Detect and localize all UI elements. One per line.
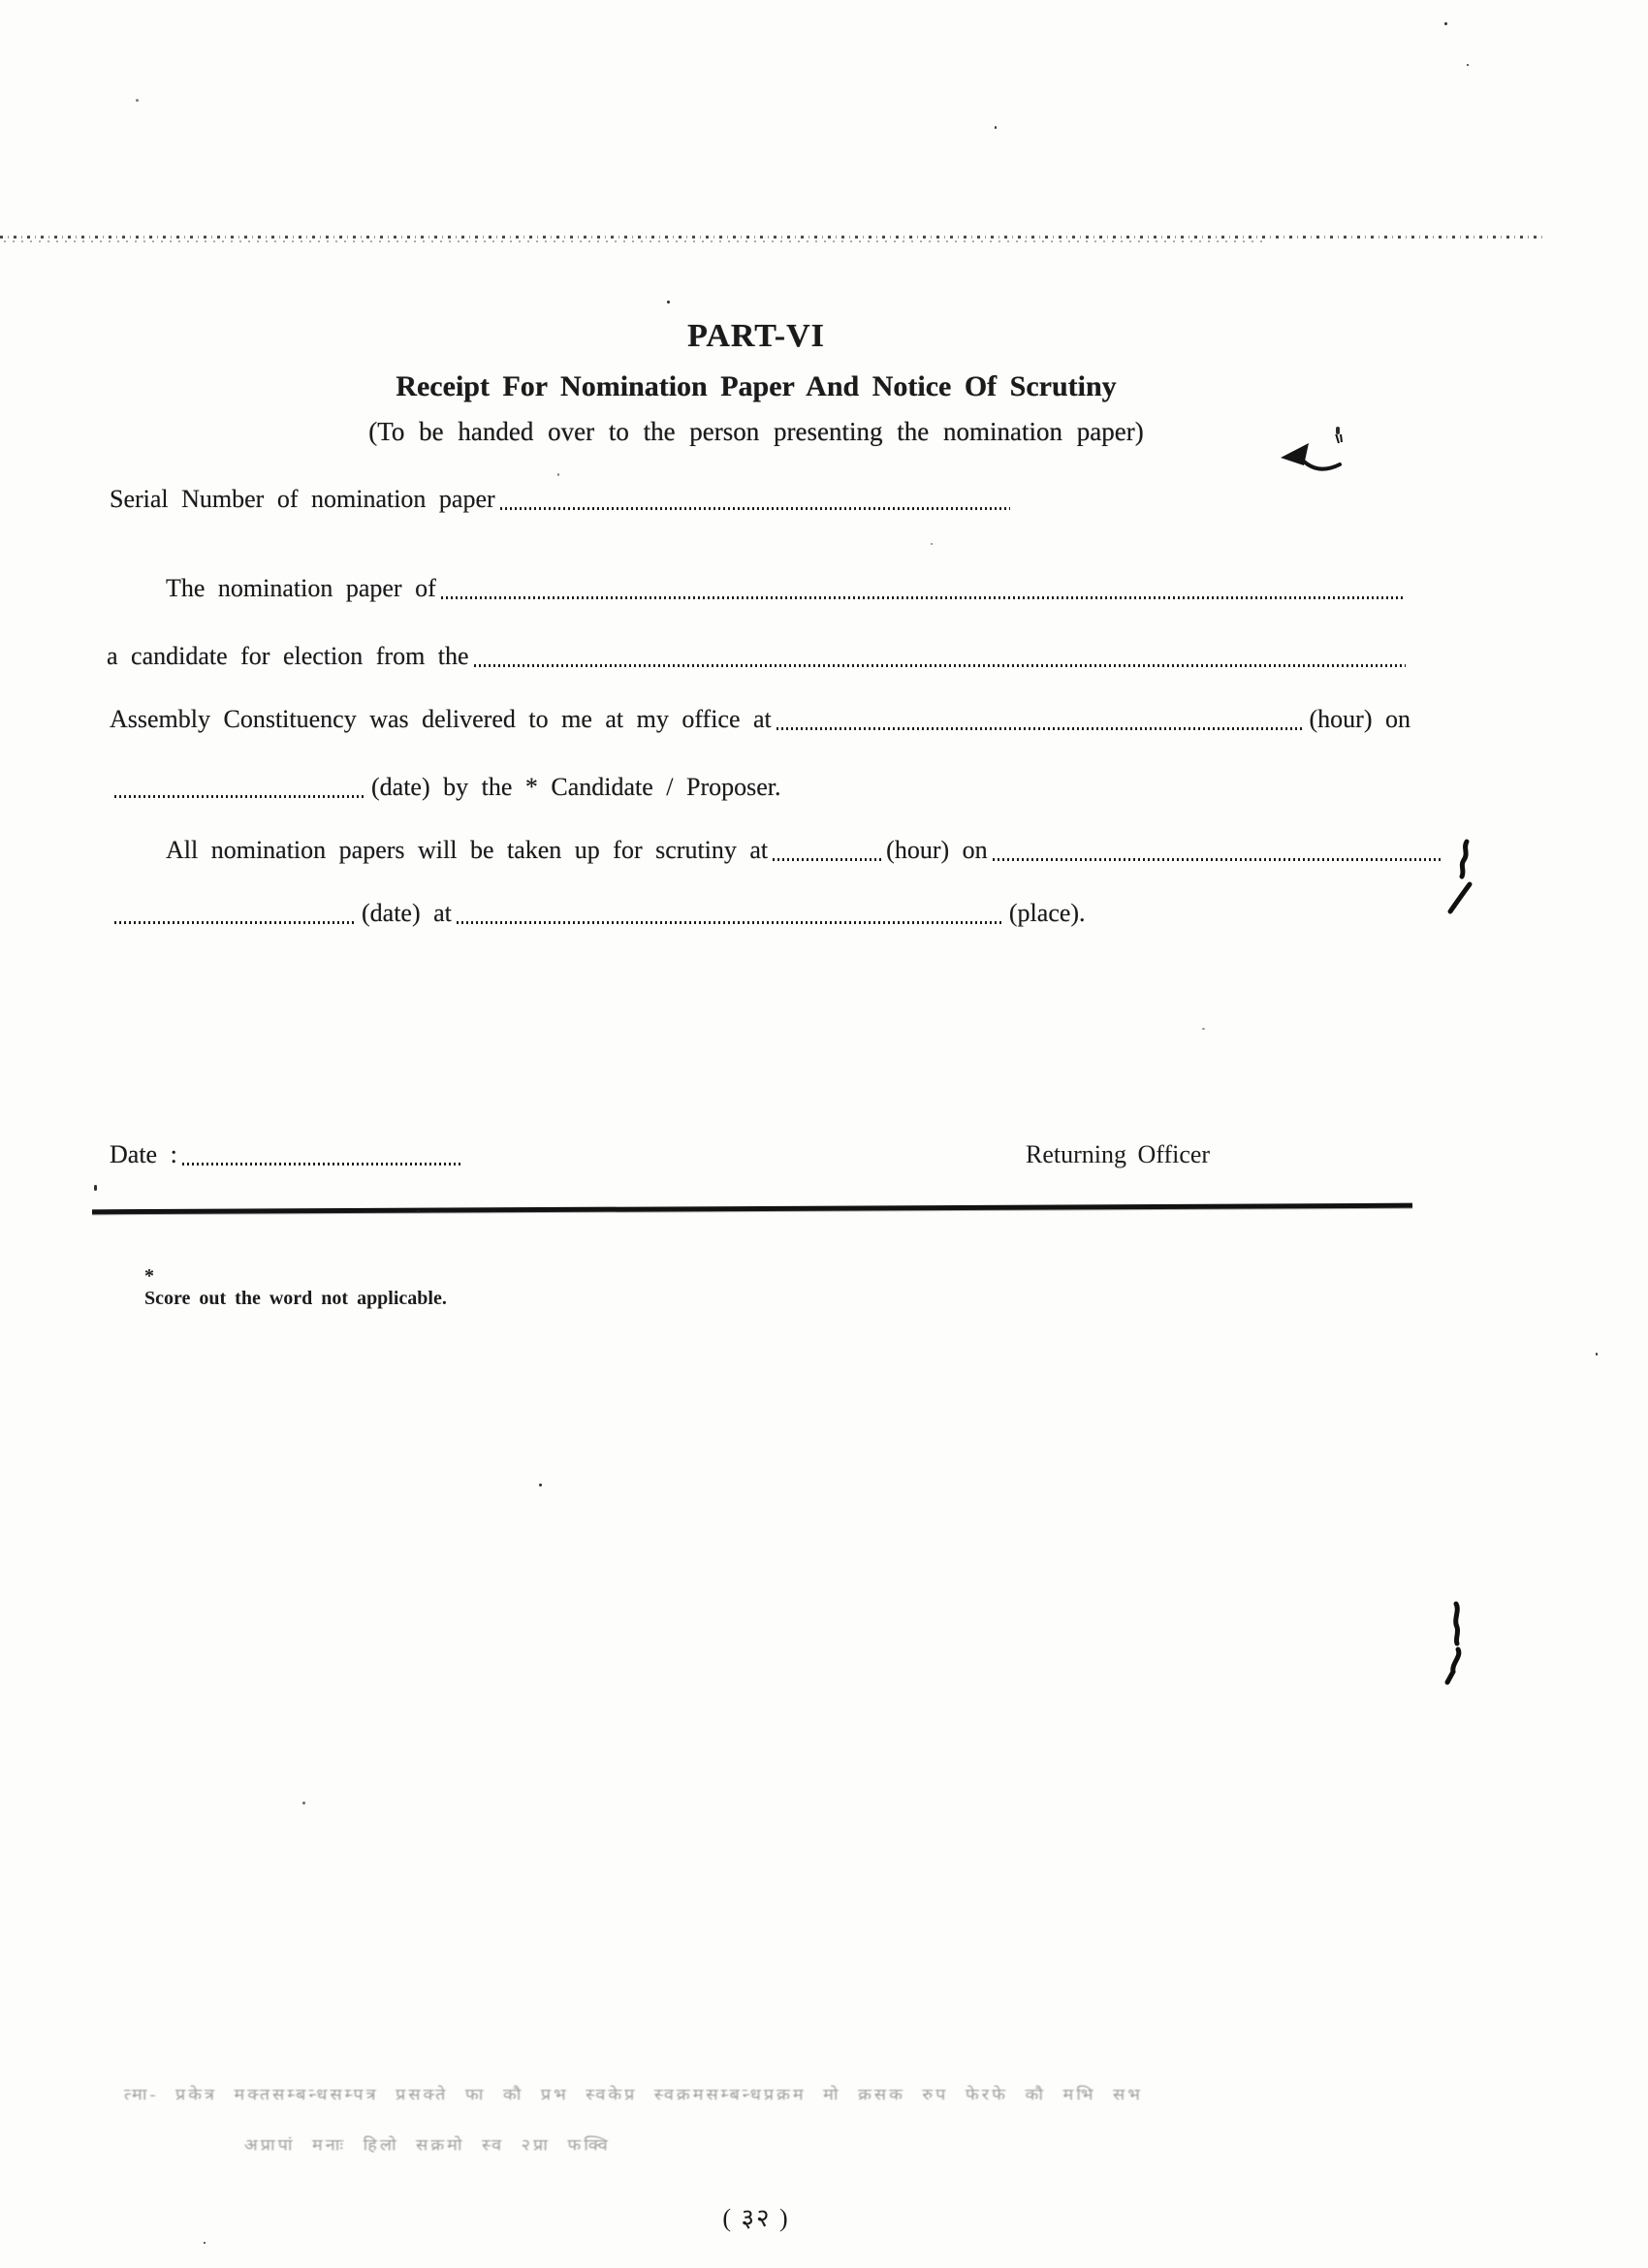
place-text: (place). <box>1008 899 1086 927</box>
scan-speck <box>1467 64 1469 66</box>
scan-speck <box>1336 427 1340 434</box>
scan-speck <box>1596 1353 1598 1356</box>
scan-artifact-line <box>0 236 1543 239</box>
scrutiny-place-blank <box>457 921 1004 924</box>
footnote-asterisk: * <box>144 1265 154 1287</box>
bleedthrough-text-line2: अप्रापां मनाः हिलो सक्रमो स्व २प्रा फक्वि <box>244 2135 611 2155</box>
scrutiny-date-blank-2 <box>114 921 357 924</box>
scan-speck <box>539 1484 542 1486</box>
scan-speck <box>557 473 559 476</box>
scrutiny-line <box>110 834 1447 867</box>
horizontal-rule <box>92 1203 1412 1215</box>
date-at-text: (date) at <box>362 899 452 927</box>
part-title: PART-VI <box>687 318 825 354</box>
scan-speck <box>136 99 139 102</box>
candidate-name-blank <box>441 596 1406 599</box>
footnote <box>110 1243 447 1332</box>
nomination-paper-text: The nomination paper of <box>166 574 436 602</box>
nomination-paper-line <box>110 572 1410 605</box>
date-by-candidate-text: (date) by the * Candidate / Proposer. <box>371 773 781 801</box>
pen-mark-right-lower <box>1435 1598 1477 1690</box>
scrutiny-hour-blank <box>773 858 881 861</box>
scrutiny-text: All nomination papers will be taken up for scrutiny at <box>166 836 769 864</box>
candidate-election-line <box>107 640 1410 673</box>
hour-on-text-1: (hour) on <box>1309 705 1410 733</box>
scan-speck <box>417 1210 420 1213</box>
hour-on-text-2: (hour) on <box>886 836 988 864</box>
footnote-text: Score out the word not applicable. <box>144 1288 447 1309</box>
constituency-blank <box>474 664 1406 667</box>
date-blank <box>182 1163 461 1166</box>
scrutiny-date-blank-1 <box>993 858 1442 861</box>
scrutiny-place-line <box>110 897 1086 930</box>
scan-speck <box>995 126 997 129</box>
page-number: ( ३२ ) <box>722 2204 790 2232</box>
ink-squiggle-arrow-mark <box>1278 434 1355 485</box>
scan-speck <box>1202 1028 1205 1030</box>
scan-speck <box>667 301 670 303</box>
serial-number-label: Serial Number of nomination paper <box>110 485 495 513</box>
scan-speck <box>204 2242 206 2244</box>
delivery-date-blank <box>114 795 366 798</box>
scan-speck <box>1444 22 1447 25</box>
scan-speck <box>94 1185 97 1191</box>
bleedthrough-text-line1: त्मा- प्रकेत्र मक्तसम्बन्धसम्पत्र प्रसक्ते फा कौ प्रभ स्वकेप्र स्वक्रमसम्बन्धप्रक्रम मो क्रसक रुप फेरफे कौ मभि सभ <box>124 2085 1143 2104</box>
scan-speck <box>302 1802 305 1805</box>
office-hour-blank <box>776 727 1305 730</box>
date-by-candidate-line <box>110 771 781 804</box>
serial-number-blank <box>500 507 1010 510</box>
document-title: Receipt For Nomination Paper And Notice Of Scrutiny <box>396 370 1117 402</box>
scan-speck <box>931 543 933 545</box>
assembly-delivered-text: Assembly Constituency was delivered to me at my office at <box>110 705 772 733</box>
serial-number-line <box>110 483 1015 516</box>
pen-mark-right-upper <box>1442 836 1485 923</box>
document-instruction: (To be handed over to the person presenting the nomination paper) <box>368 417 1144 446</box>
assembly-delivered-line <box>110 703 1410 736</box>
scan-artifact-line-secondary <box>4 240 1264 242</box>
candidate-election-text: a candidate for election from the <box>107 642 469 670</box>
date-label: Date : <box>110 1140 177 1168</box>
date-line <box>110 1138 466 1171</box>
returning-officer-label: Returning Officer <box>1026 1140 1211 1168</box>
